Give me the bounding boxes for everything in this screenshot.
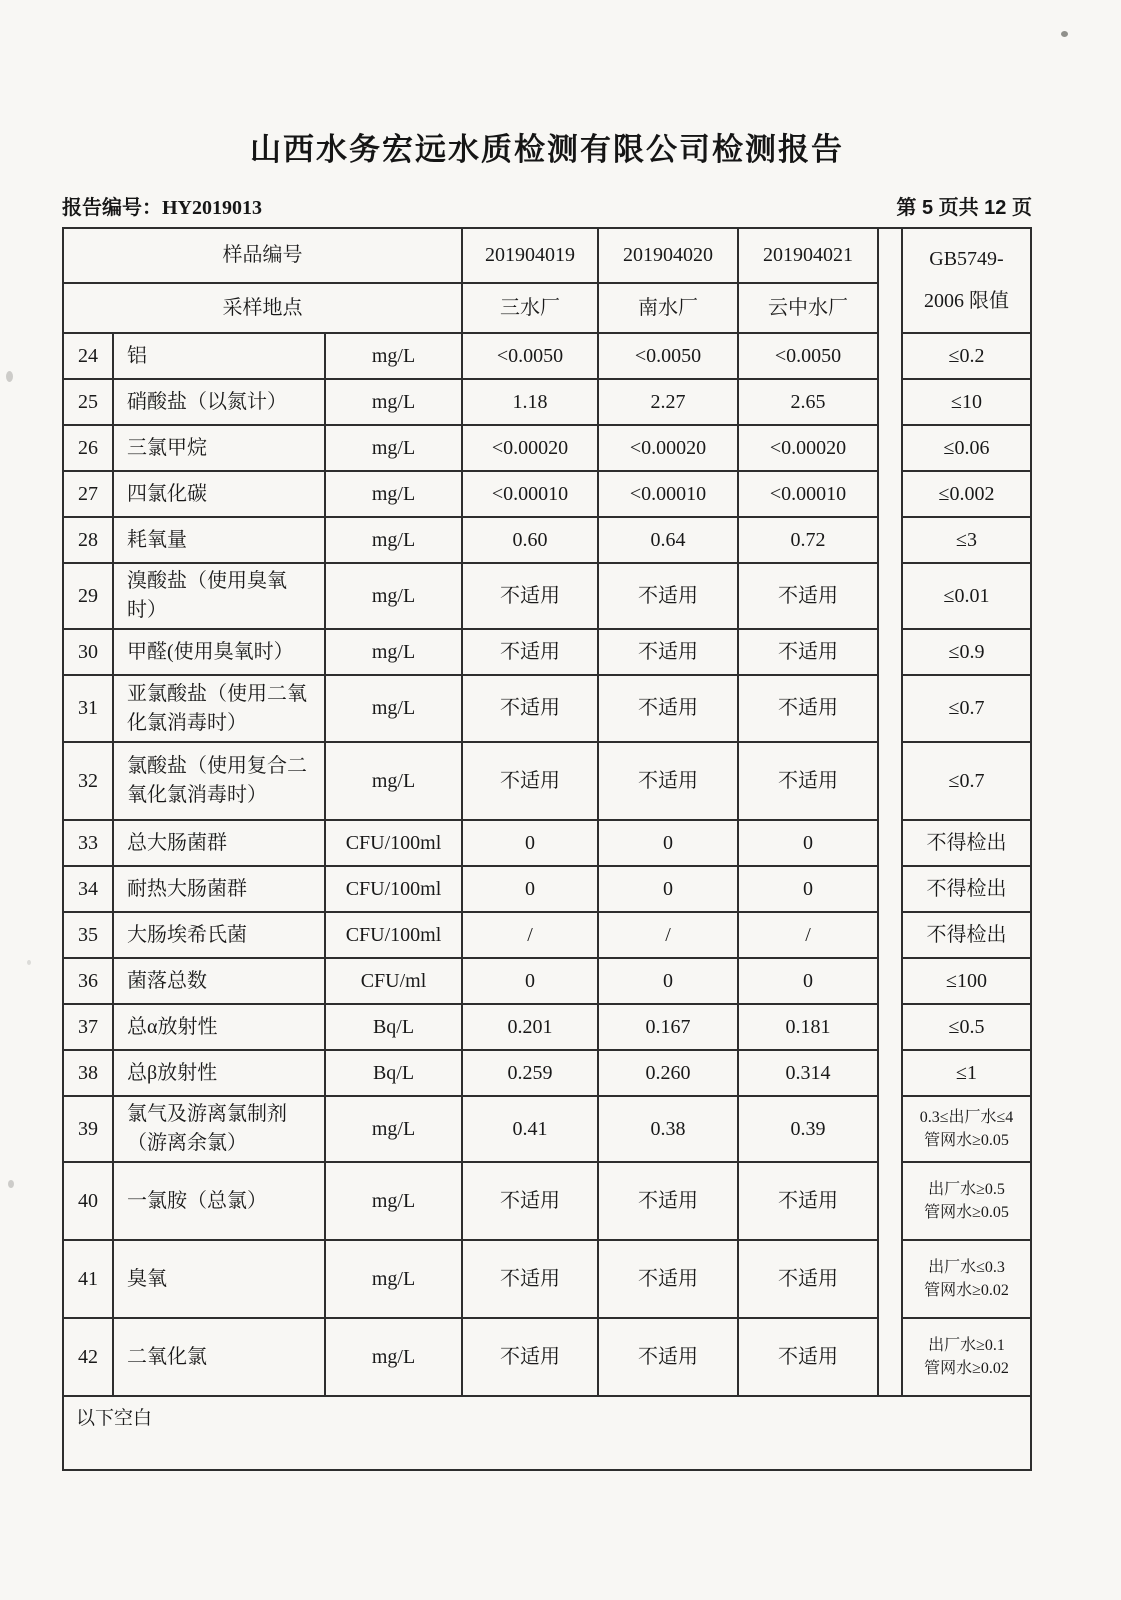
unit: mg/L — [326, 564, 463, 630]
limit-value — [903, 380, 1030, 426]
parameter-name: 亚氯酸盐（使用二氧化氯消毒时） — [114, 676, 326, 743]
parameter-name: 菌落总数 — [114, 959, 326, 1005]
limit-line1: 出厂水≤0.3 — [928, 1258, 1005, 1276]
scan-speck — [6, 371, 13, 382]
limit-line1: 不得检出 — [926, 923, 1007, 946]
table-gap-column — [879, 229, 903, 1397]
value-plant3: 0.181 — [739, 1005, 879, 1051]
value-plant1: 1.18 — [463, 380, 599, 426]
row-number: 41 — [64, 1241, 114, 1319]
value-plant2: 0.38 — [599, 1097, 739, 1163]
row-number: 38 — [64, 1051, 114, 1097]
unit: mg/L — [326, 472, 463, 518]
value-plant2: <0.0050 — [599, 334, 739, 380]
limit-value — [903, 743, 1030, 821]
page-indicator: 第 5 页共 12 页 — [896, 197, 1032, 219]
limit-line1: ≤0.9 — [948, 640, 985, 663]
limit-line1: ≤0.002 — [938, 482, 995, 505]
scan-speck — [1061, 31, 1068, 37]
limit-line1: ≤0.01 — [943, 584, 990, 607]
value-plant2: 不适用 — [599, 1163, 739, 1241]
scan-speck — [27, 960, 31, 965]
limit-line1: ≤0.7 — [948, 769, 985, 792]
parameter-name: 三氯甲烷 — [114, 426, 326, 472]
header-sample-id-1: 201904019 — [463, 229, 599, 284]
value-plant1: 0.201 — [463, 1005, 599, 1051]
row-number: 33 — [64, 821, 114, 867]
header-sample-id-2: 201904020 — [599, 229, 739, 284]
limit-value — [903, 1241, 1030, 1319]
parameter-name: 氯气及游离氯制剂（游离余氯） — [114, 1097, 326, 1163]
value-plant3: 0 — [739, 867, 879, 913]
row-number: 25 — [64, 380, 114, 426]
value-plant3: 0.39 — [739, 1097, 879, 1163]
parameter-name: 二氧化氯 — [114, 1319, 326, 1397]
value-plant2: 不适用 — [599, 564, 739, 630]
limit-line1: ≤0.7 — [948, 697, 985, 719]
value-plant3: 不适用 — [739, 1319, 879, 1397]
value-plant2: 不适用 — [599, 743, 739, 821]
row-number: 37 — [64, 1005, 114, 1051]
header-sample-id-3: 201904021 — [739, 229, 879, 284]
value-plant1: 不适用 — [463, 1319, 599, 1397]
value-plant3: 0.314 — [739, 1051, 879, 1097]
parameter-name: 甲醛(使用臭氧时） — [114, 630, 326, 676]
parameter-name: 耐热大肠菌群 — [114, 867, 326, 913]
limit-line1: 出厂水≥0.5 — [928, 1180, 1005, 1198]
unit: mg/L — [326, 334, 463, 380]
header-location-2: 南水厂 — [599, 284, 739, 334]
unit: CFU/100ml — [326, 867, 463, 913]
limit-value — [903, 426, 1030, 472]
unit: mg/L — [326, 1241, 463, 1319]
value-plant1: 0.41 — [463, 1097, 599, 1163]
unit: CFU/100ml — [326, 913, 463, 959]
limit-line1: ≤0.2 — [948, 344, 985, 367]
value-plant3: 不适用 — [739, 630, 879, 676]
row-number: 30 — [64, 630, 114, 676]
parameter-name: 总β放射性 — [114, 1051, 326, 1097]
limit-value — [903, 518, 1030, 564]
value-plant1: 0.259 — [463, 1051, 599, 1097]
limit-line1: ≤100 — [946, 969, 987, 992]
value-plant1: <0.00020 — [463, 426, 599, 472]
row-number: 27 — [64, 472, 114, 518]
unit: CFU/100ml — [326, 821, 463, 867]
value-plant1: 不适用 — [463, 743, 599, 821]
header-location-label: 采样地点 — [64, 284, 463, 334]
value-plant3: 不适用 — [739, 676, 879, 743]
limit-line1: 不得检出 — [926, 831, 1007, 854]
header-location-3: 云中水厂 — [739, 284, 879, 334]
limit-value — [903, 1163, 1030, 1241]
unit: Bq/L — [326, 1051, 463, 1097]
limit-line1: 0.3≤出厂水≤4 — [919, 1108, 1014, 1126]
value-plant3: 0 — [739, 959, 879, 1005]
limit-value — [903, 630, 1030, 676]
value-plant2: 不适用 — [599, 1319, 739, 1397]
limit-line2: 管网水≥0.05 — [924, 1204, 1009, 1221]
value-plant1: / — [463, 913, 599, 959]
row-number: 31 — [64, 676, 114, 743]
row-number: 39 — [64, 1097, 114, 1163]
unit: CFU/ml — [326, 959, 463, 1005]
value-plant2: 不适用 — [599, 676, 739, 743]
value-plant1: 不适用 — [463, 630, 599, 676]
row-number: 32 — [64, 743, 114, 821]
limit-line2: 管网水≥0.05 — [924, 1132, 1009, 1149]
value-plant2: 不适用 — [599, 1241, 739, 1319]
parameter-name: 四氯化碳 — [114, 472, 326, 518]
meta-row — [62, 191, 1032, 220]
header-sample-id-label: 样品编号 — [64, 229, 463, 284]
value-plant1: 0 — [463, 821, 599, 867]
parameter-name: 氯酸盐（使用复合二氧化氯消毒时） — [114, 743, 326, 821]
header-location-1: 三水厂 — [463, 284, 599, 334]
page-title: 山西水务宏远水质检测有限公司检测报告 — [250, 132, 844, 167]
value-plant2: 0.167 — [599, 1005, 739, 1051]
value-plant3: 不适用 — [739, 743, 879, 821]
limit-line2: 管网水≥0.02 — [924, 1360, 1009, 1377]
report-number-label: 报告编号： — [62, 197, 162, 219]
main-grid — [64, 229, 879, 1397]
unit: mg/L — [326, 1163, 463, 1241]
parameter-name: 溴酸盐（使用臭氧时） — [114, 564, 326, 630]
row-number: 29 — [64, 564, 114, 630]
value-plant3: 不适用 — [739, 1241, 879, 1319]
limit-line1: ≤0.06 — [943, 436, 990, 459]
value-plant3: <0.0050 — [739, 334, 879, 380]
report-number — [62, 191, 262, 220]
value-plant3: 不适用 — [739, 1163, 879, 1241]
limit-value — [903, 564, 1030, 630]
value-plant2: 0 — [599, 821, 739, 867]
unit: mg/L — [326, 426, 463, 472]
unit: mg/L — [326, 676, 463, 743]
value-plant3: 0.72 — [739, 518, 879, 564]
limit-value — [903, 472, 1030, 518]
row-number: 42 — [64, 1319, 114, 1397]
limit-line1: ≤3 — [956, 528, 977, 551]
limit-line1: 不得检出 — [926, 877, 1007, 900]
results-table — [62, 227, 1032, 1471]
unit: mg/L — [326, 743, 463, 821]
table-footer-row — [64, 1397, 1030, 1469]
value-plant2: <0.00010 — [599, 472, 739, 518]
value-plant3: 不适用 — [739, 564, 879, 630]
footer-note: 以下空白 — [76, 1408, 153, 1429]
value-plant2: 0 — [599, 959, 739, 1005]
parameter-name: 总α放射性 — [114, 1005, 326, 1051]
parameter-name: 铝 — [114, 334, 326, 380]
unit: mg/L — [326, 518, 463, 564]
row-number: 36 — [64, 959, 114, 1005]
report-number-value: HY2019013 — [162, 197, 262, 219]
value-plant3: 0 — [739, 821, 879, 867]
limit-value — [903, 676, 1030, 743]
unit: Bq/L — [326, 1005, 463, 1051]
parameter-name: 一氯胺（总氯） — [114, 1163, 326, 1241]
row-number: 24 — [64, 334, 114, 380]
limit-value — [903, 1097, 1030, 1163]
value-plant3: 2.65 — [739, 380, 879, 426]
value-plant2: 0.260 — [599, 1051, 739, 1097]
unit: mg/L — [326, 380, 463, 426]
limit-line1: ≤10 — [951, 390, 982, 413]
value-plant1: 0 — [463, 959, 599, 1005]
limit-line1: ≤0.5 — [948, 1015, 985, 1038]
limit-line2: 管网水≥0.02 — [924, 1282, 1009, 1299]
value-plant1: <0.0050 — [463, 334, 599, 380]
row-number: 40 — [64, 1163, 114, 1241]
unit: mg/L — [326, 1319, 463, 1397]
limit-value — [903, 1005, 1030, 1051]
value-plant1: 0 — [463, 867, 599, 913]
value-plant3: <0.00010 — [739, 472, 879, 518]
limit-value — [903, 334, 1030, 380]
unit: mg/L — [326, 1097, 463, 1163]
parameter-name: 耗氧量 — [114, 518, 326, 564]
value-plant1: 不适用 — [463, 676, 599, 743]
parameter-name: 硝酸盐（以氮计） — [114, 380, 326, 426]
value-plant2: / — [599, 913, 739, 959]
limit-value — [903, 821, 1030, 867]
limit-value — [903, 867, 1030, 913]
limit-value — [903, 1051, 1030, 1097]
value-plant1: <0.00010 — [463, 472, 599, 518]
parameter-name: 臭氧 — [114, 1241, 326, 1319]
value-plant1: 不适用 — [463, 1163, 599, 1241]
value-plant3: / — [739, 913, 879, 959]
row-number: 34 — [64, 867, 114, 913]
limit-header-line1: GB5749- — [929, 248, 1004, 271]
limit-column-header — [903, 229, 1030, 334]
value-plant1: 不适用 — [463, 1241, 599, 1319]
limit-value — [903, 959, 1030, 1005]
parameter-name: 总大肠菌群 — [114, 821, 326, 867]
table-body — [64, 229, 1030, 1397]
value-plant2: 2.27 — [599, 380, 739, 426]
limit-line1: 出厂水≥0.1 — [928, 1336, 1005, 1354]
limit-line1: ≤1 — [956, 1061, 977, 1084]
value-plant2: <0.00020 — [599, 426, 739, 472]
limit-value — [903, 913, 1030, 959]
unit: mg/L — [326, 630, 463, 676]
value-plant3: <0.00020 — [739, 426, 879, 472]
value-plant2: 不适用 — [599, 630, 739, 676]
row-number: 35 — [64, 913, 114, 959]
limit-header-line2: 2006 限值 — [924, 289, 1009, 312]
value-plant2: 0.64 — [599, 518, 739, 564]
value-plant2: 0 — [599, 867, 739, 913]
parameter-name: 大肠埃希氏菌 — [114, 913, 326, 959]
row-number: 26 — [64, 426, 114, 472]
value-plant1: 不适用 — [463, 564, 599, 630]
limit-column — [903, 229, 1030, 1397]
limit-value — [903, 1319, 1030, 1397]
scan-speck — [8, 1180, 14, 1188]
row-number: 28 — [64, 518, 114, 564]
value-plant1: 0.60 — [463, 518, 599, 564]
